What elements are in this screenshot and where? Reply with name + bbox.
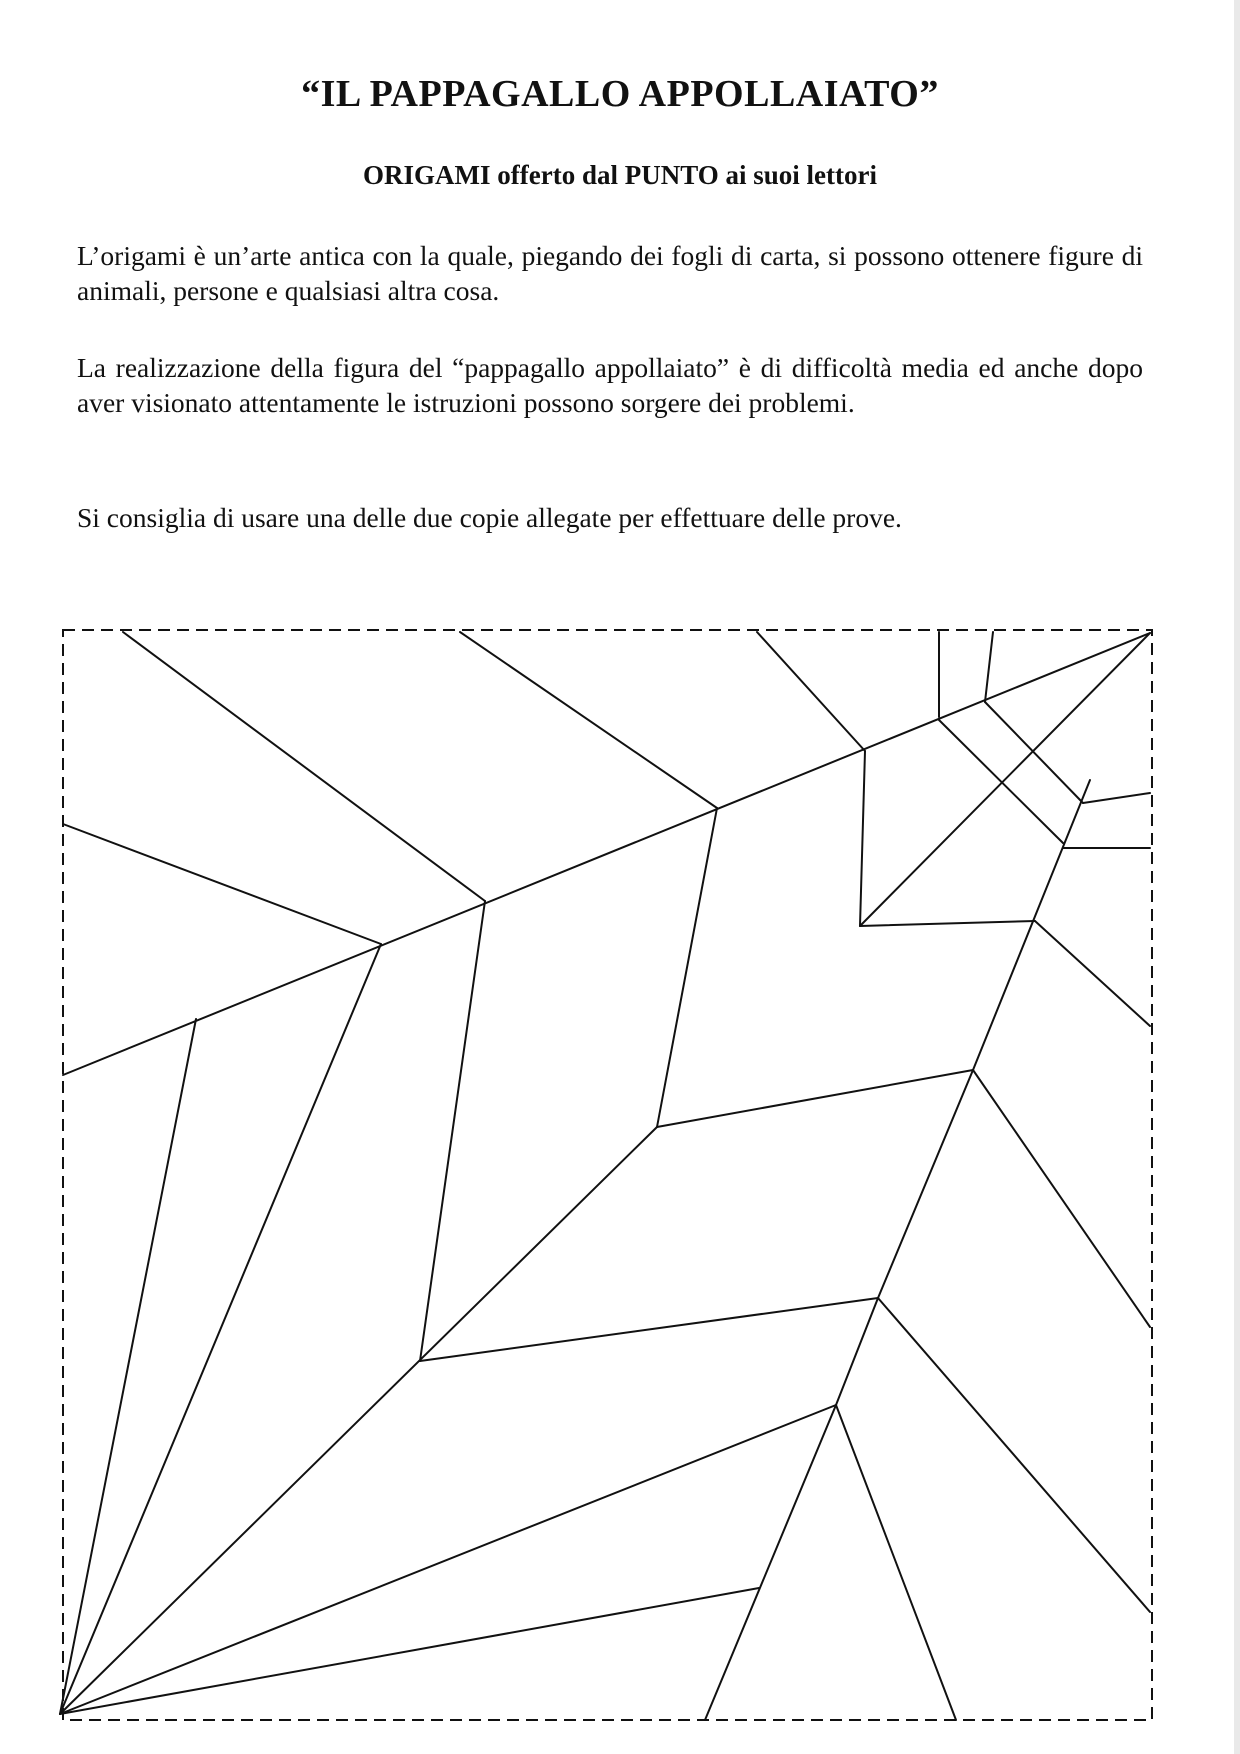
document-subtitle: ORIGAMI offerto dal PUNTO ai suoi lettori	[363, 160, 877, 190]
difficulty-paragraph: La realizzazione della figura del “pappagallo appollaiato” è di difficoltà media ed anche dopo aver visionato attentamente le istruzioni possono sorgere dei problemi.	[77, 352, 1143, 418]
intro-paragraph: L’origami è un’arte antica con la quale, piegando dei fogli di carta, si possono ottenere figure di animali, persone e qualsiasi altra cosa.	[77, 240, 1143, 306]
crease-lines	[60, 632, 1150, 1720]
document-title: “IL PAPPAGALLO APPOLLAIATO”	[301, 73, 939, 115]
scan-edge-shadow	[1234, 0, 1240, 1754]
advice-paragraph: Si consiglia di usare una delle due copie allegate per effettuare delle prove.	[77, 502, 902, 533]
